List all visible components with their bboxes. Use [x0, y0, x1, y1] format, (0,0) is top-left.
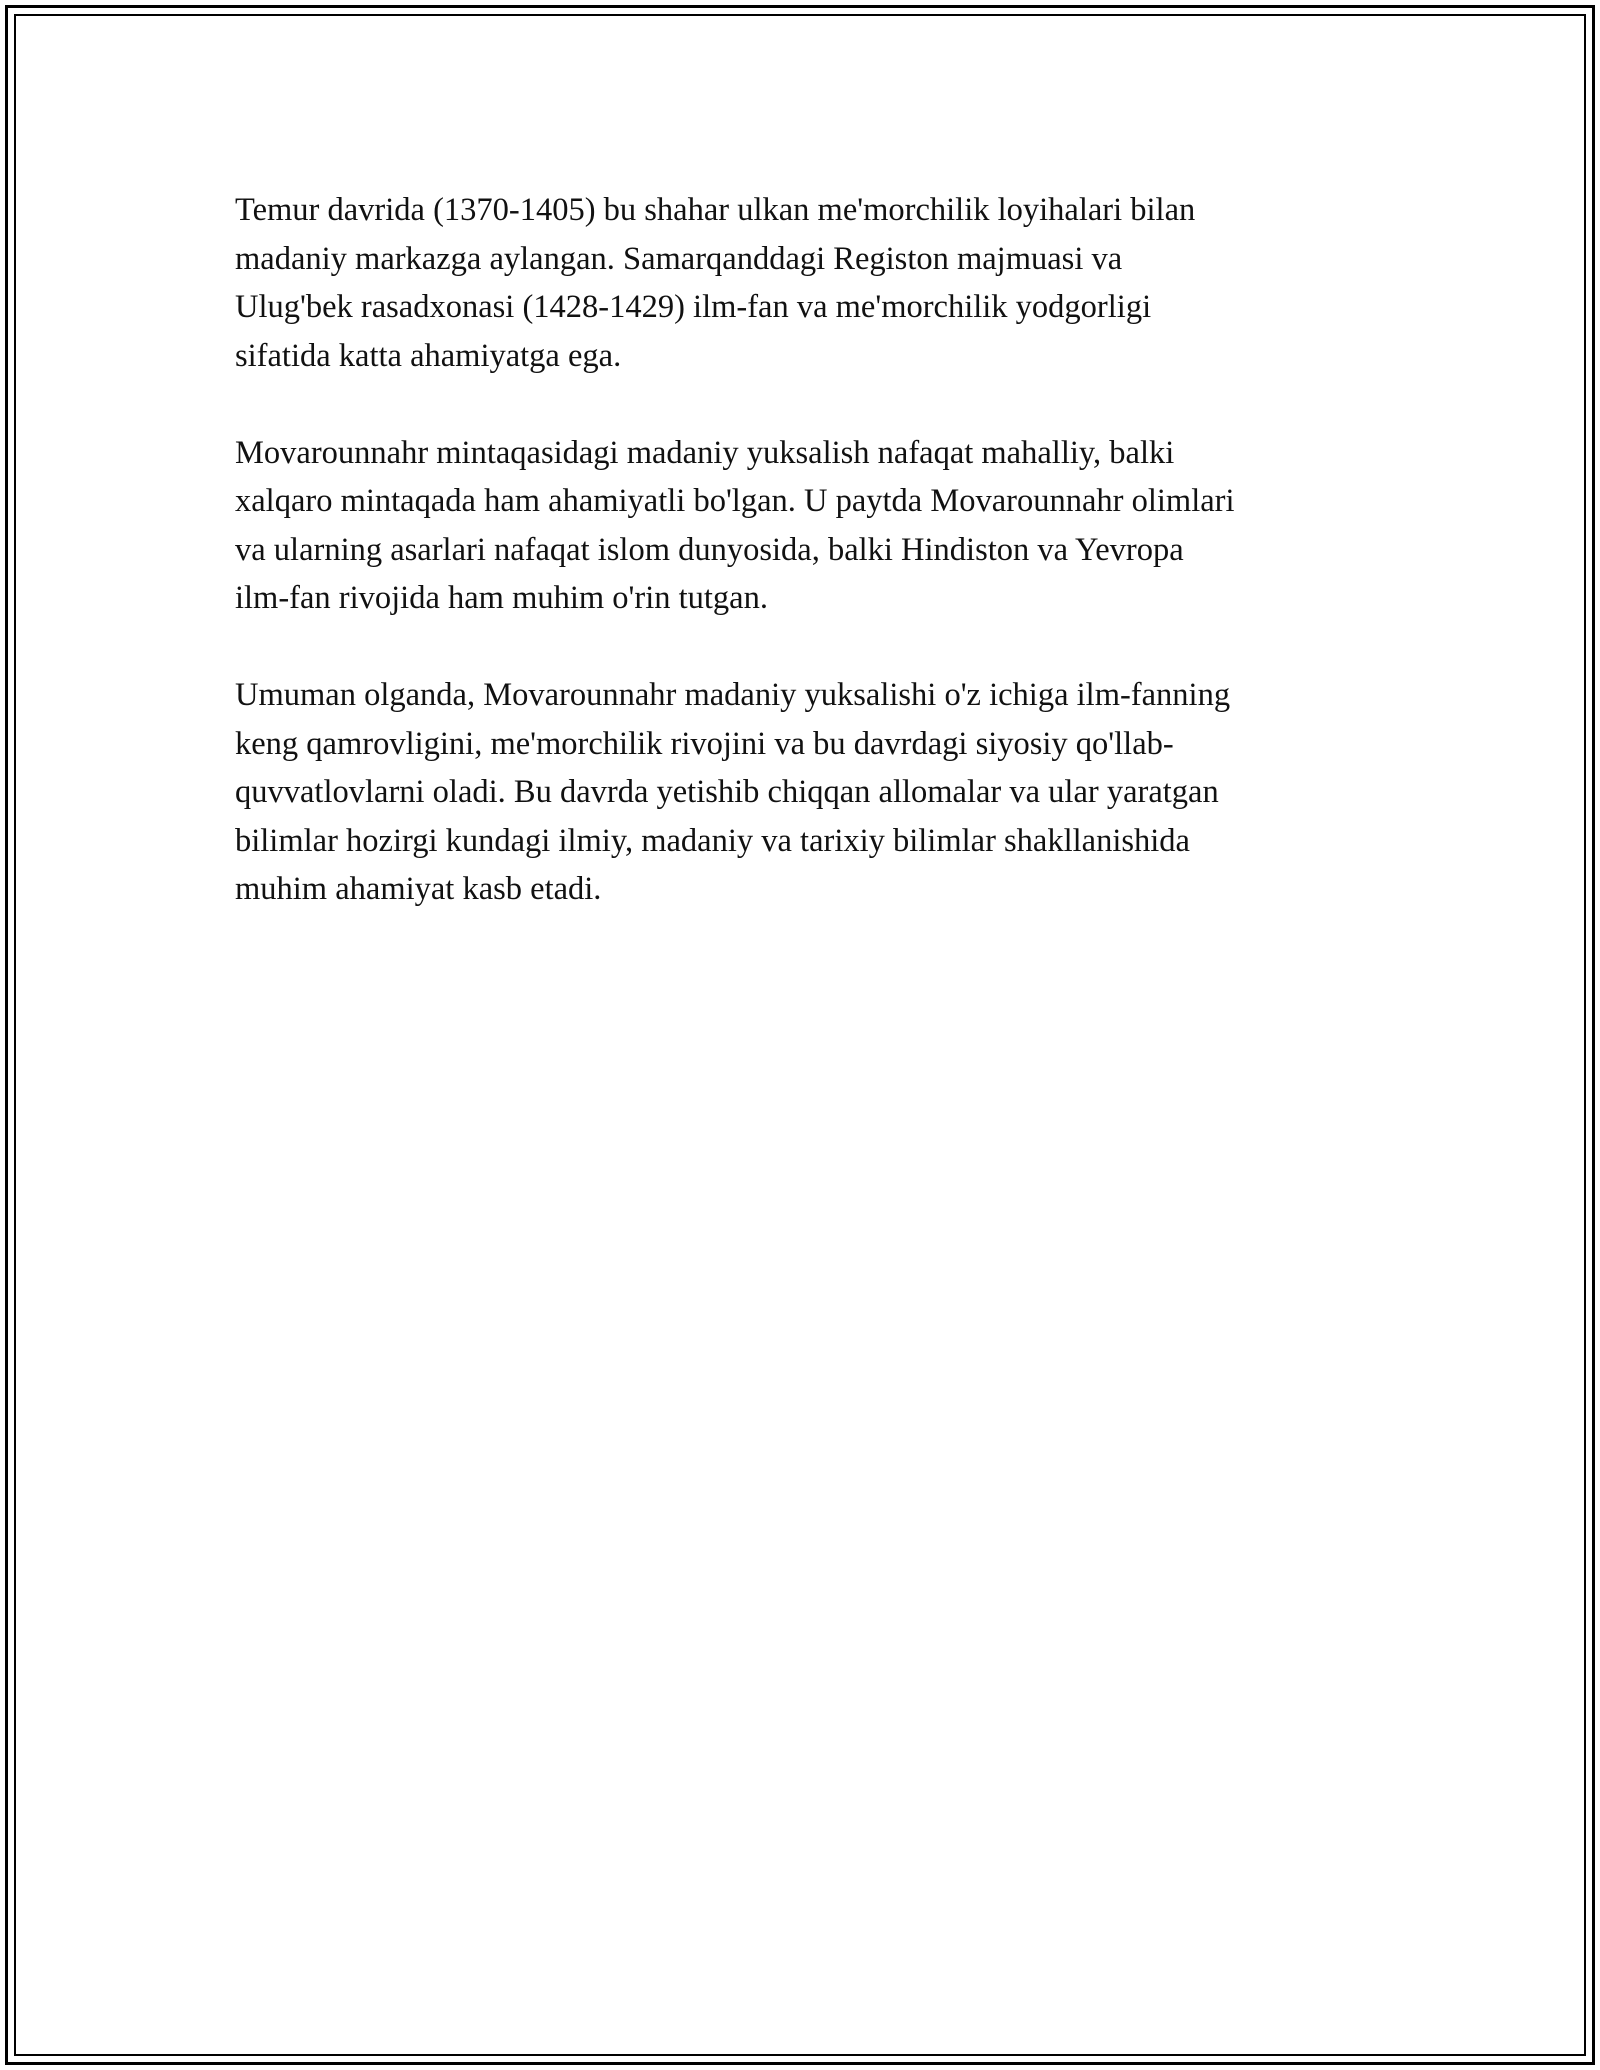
paragraph-line: bilimlar hozirgi kundagi ilmiy, madaniy va tarixiy bilimlar shakllanishida [235, 822, 1190, 859]
paragraph-line: Temur davrida (1370-1405) bu shahar ulkan me'morchilik loyihalari bilan [235, 192, 1196, 228]
paragraph-line: keng qamrovligini, me'morchilik rivojini va bu davrdagi siyosiy qo'llab- [235, 725, 1174, 762]
paragraph-line: xalqaro mintaqada ham ahamiyatli bo'lgan. U paytda Movarounnahr olimlari [235, 483, 1235, 519]
paragraph-1 [235, 186, 1395, 380]
paragraph-line: quvvatlovlarni oladi. Bu davrda yetishib chiqqan allomalar va ular yaratgan [235, 774, 1219, 810]
paragraph-line: madaniy markazga aylangan. Samarqanddagi Registon majmuasi va [235, 240, 1123, 277]
document-body [235, 186, 1395, 962]
paragraph-line: va ularning asarlari nafaqat islom dunyosida, balki Hindiston va Yevropa [235, 531, 1184, 568]
paragraph-2 [235, 429, 1395, 623]
paragraph-line: Movarounnahr mintaqasidagi madaniy yuksalish nafaqat mahalliy, balki [235, 434, 1175, 471]
paragraph-line: ilm-fan rivojida ham muhim o'rin tutgan. [235, 580, 768, 616]
paragraph-line: sifatida katta ahamiyatga ega. [235, 337, 622, 374]
paragraph-line: muhim ahamiyat kasb etadi. [235, 871, 602, 907]
paragraph-line: Umuman olganda, Movarounnahr madaniy yuksalishi o'z ichiga ilm-fanning [235, 677, 1231, 713]
paragraph-3 [235, 671, 1395, 914]
paragraph-line: Ulug'bek rasadxonasi (1428-1429) ilm-fan va me'morchilik yodgorligi [235, 289, 1152, 325]
